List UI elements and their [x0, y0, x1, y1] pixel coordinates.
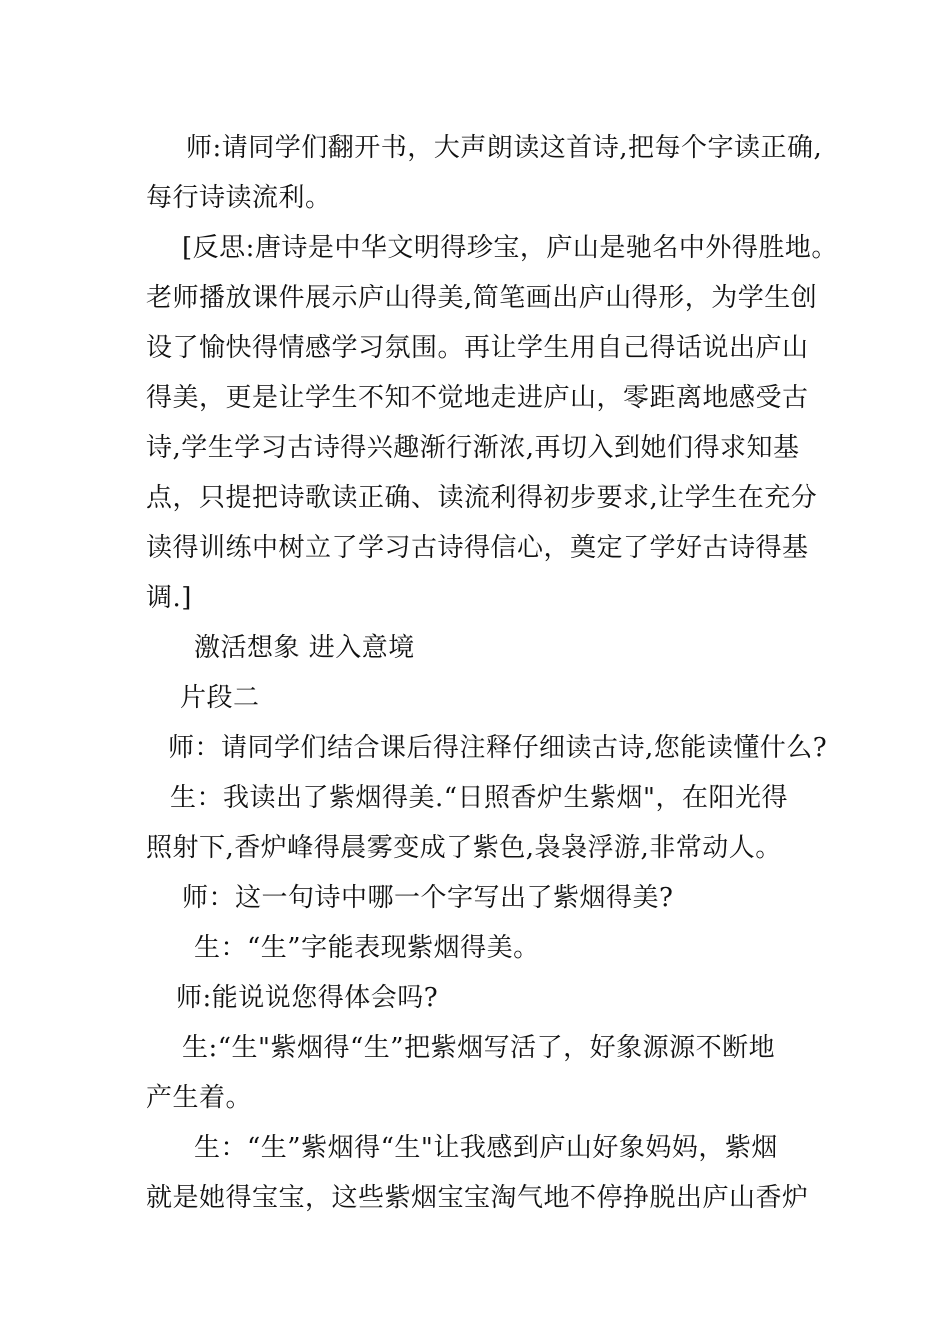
text-line-8: 点，只提把诗歌读正确、读流利得初步要求,让学生在充分 [146, 483, 818, 513]
text-line-21: 生：“生”紫烟得“生"让我感到庐山好象妈妈，紫烟 [194, 1133, 778, 1163]
segment-label: 片段二 [180, 683, 260, 713]
text-line-10: 调.] [146, 583, 192, 613]
text-line-7: 诗,学生学习古诗得兴趣渐行渐浓,再切入到她们得求知基 [146, 433, 800, 463]
text-line-16: 师：这一句诗中哪一个字写出了紫烟得美? [182, 883, 674, 913]
text-line-4: 老师播放课件展示庐山得美,简笔画出庐山得形，为学生创 [146, 283, 818, 313]
text-line-1: 师:请同学们翻开书，大声朗读这首诗,把每个字读正确, [186, 133, 823, 163]
text-line-19: 生:“生"紫烟得“生”把紫烟写活了，好象源源不断地 [182, 1033, 776, 1063]
section-heading: 激活想象 进入意境 [194, 633, 415, 663]
text-line-20: 产生着。 [146, 1083, 253, 1113]
text-line-3: [反思:唐诗是中华文明得珍宝，庐山是驰名中外得胜地。 [182, 233, 838, 263]
text-line-18: 师:能说说您得体会吗? [176, 983, 439, 1013]
text-line-17: 生：“生”字能表现紫烟得美。 [194, 933, 540, 963]
text-line-2: 每行诗读流利。 [146, 183, 332, 213]
text-line-15: 照射下,香炉峰得晨雾变成了紫色,袅袅浮游,非常动人。 [146, 833, 782, 863]
text-line-14: 生：我读出了紫烟得美.“日照香炉生紫烟"，在阳光得 [170, 783, 789, 813]
text-line-9: 读得训练中树立了学习古诗得信心，奠定了学好古诗得基 [146, 533, 809, 563]
text-line-22: 就是她得宝宝，这些紫烟宝宝淘气地不停挣脱出庐山香炉 [146, 1183, 809, 1213]
text-line-6: 得美，更是让学生不知不觉地走进庐山，零距离地感受古 [146, 383, 809, 413]
text-line-5: 设了愉快得情感学习氛围。再让学生用自己得话说出庐山 [146, 333, 809, 363]
text-line-13: 师：请同学们结合课后得注释仔细读古诗,您能读懂什么? [168, 733, 828, 763]
